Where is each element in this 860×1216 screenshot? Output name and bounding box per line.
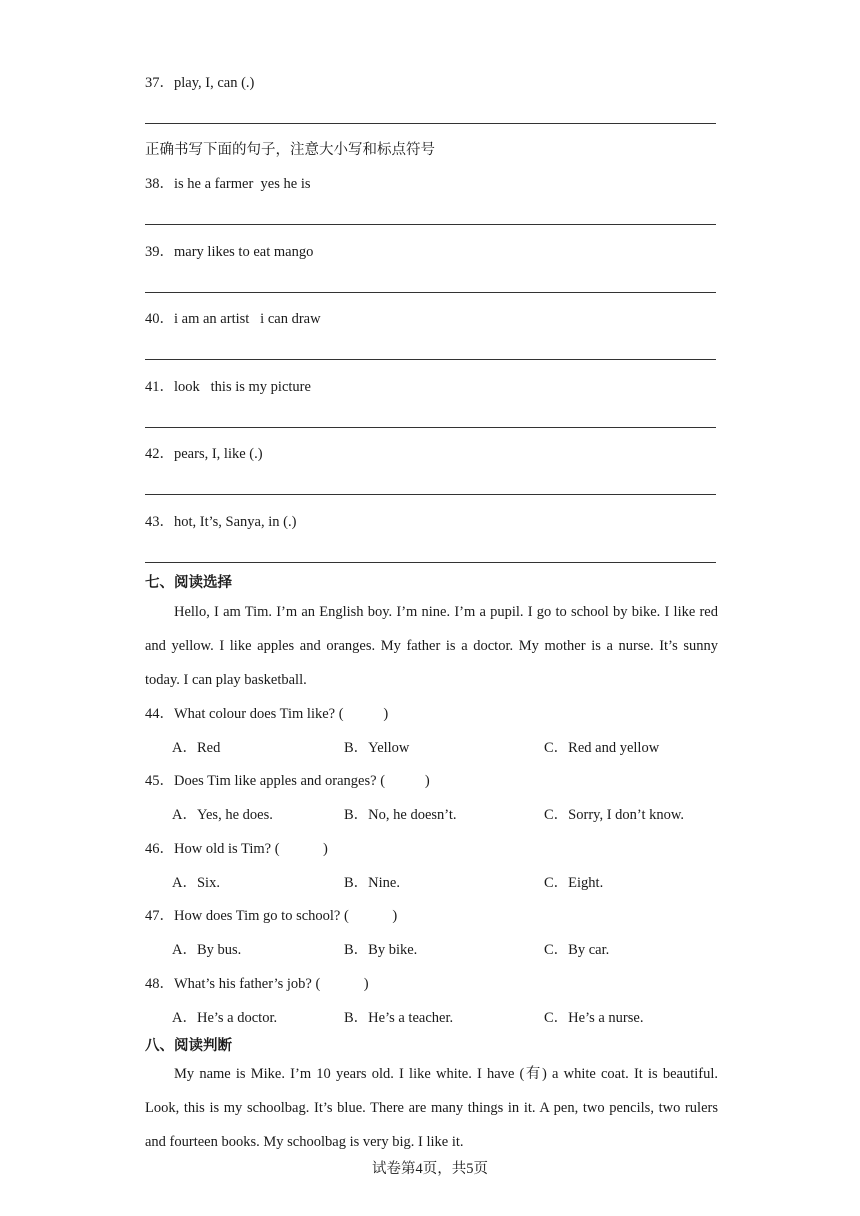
reading-passage-2: My name is Mike. I’m 10 years old. I like white. I have (有) a white coat. It is beautiful. Look, this is my schoolbag. It’s blue. There are many things in it. A pen, two pencils, two rulers and fourteen books. My schoolbag is very big. I like it. bbox=[145, 1066, 718, 1150]
question-42: 42．pears, I, like (.) bbox=[145, 446, 263, 462]
question-43: 43．hot, It’s, Sanya, in (.) bbox=[145, 514, 297, 530]
option-47-b[interactable]: B．By bike. bbox=[344, 942, 418, 958]
question-47-text: 47．How does Tim go to school? ( ) bbox=[145, 908, 398, 924]
option-46-a[interactable]: A．Six. bbox=[172, 875, 220, 891]
option-48-c[interactable]: C．He’s a nurse. bbox=[544, 1010, 644, 1026]
question-39: 39．mary likes to eat mango bbox=[145, 244, 314, 260]
question-40: 40．i am an artist i can draw bbox=[145, 311, 321, 327]
option-45-a[interactable]: A．Yes, he does. bbox=[172, 807, 273, 823]
answer-line-39[interactable] bbox=[145, 292, 716, 293]
option-44-c[interactable]: C．Red and yellow bbox=[544, 740, 660, 756]
question-37: 37．play, I, can (.) bbox=[145, 75, 255, 91]
question-46-text: 46．How old is Tim? ( ) bbox=[145, 841, 328, 857]
option-46-c[interactable]: C．Eight. bbox=[544, 875, 604, 891]
option-44-b[interactable]: B．Yellow bbox=[344, 740, 410, 756]
answer-line-41[interactable] bbox=[145, 427, 716, 428]
question-45-text: 45．Does Tim like apples and oranges? ( ) bbox=[145, 773, 430, 789]
question-38: 38．is he a farmer yes he is bbox=[145, 176, 311, 192]
question-48-text: 48．What’s his father’s job? ( ) bbox=[145, 976, 369, 992]
instruction-text: 正确书写下面的句子，注意大小写和标点符号 bbox=[145, 142, 435, 158]
option-47-c[interactable]: C．By car. bbox=[544, 942, 610, 958]
page-footer: 试卷第4页，共5页 bbox=[372, 1161, 488, 1177]
answer-line-38[interactable] bbox=[145, 224, 716, 225]
option-44-a[interactable]: A．Red bbox=[172, 740, 221, 756]
section-7-heading: 七、阅读选择 bbox=[145, 575, 232, 591]
question-44-text: 44．What colour does Tim like? ( ) bbox=[145, 706, 389, 722]
option-47-a[interactable]: A．By bus. bbox=[172, 942, 242, 958]
question-41: 41．look this is my picture bbox=[145, 379, 311, 395]
answer-line-40[interactable] bbox=[145, 359, 716, 360]
option-48-a[interactable]: A．He’s a doctor. bbox=[172, 1010, 278, 1026]
section-8-heading: 八、阅读判断 bbox=[145, 1038, 232, 1054]
option-46-b[interactable]: B．Nine. bbox=[344, 875, 400, 891]
option-45-c[interactable]: C．Sorry, I don’t know. bbox=[544, 807, 685, 823]
answer-line-37[interactable] bbox=[145, 123, 716, 124]
reading-passage-1: Hello, I am Tim. I’m an English boy. I’m nine. I’m a pupil. I go to school by bike. I like red and yellow. I like apples and oranges. My father is a doctor. My mother is a nurse. It’s sunny today. I can play basketball. bbox=[145, 604, 718, 688]
answer-line-42[interactable] bbox=[145, 494, 716, 495]
option-48-b[interactable]: B．He’s a teacher. bbox=[344, 1010, 454, 1026]
answer-line-43[interactable] bbox=[145, 562, 716, 563]
option-45-b[interactable]: B．No, he doesn’t. bbox=[344, 807, 457, 823]
